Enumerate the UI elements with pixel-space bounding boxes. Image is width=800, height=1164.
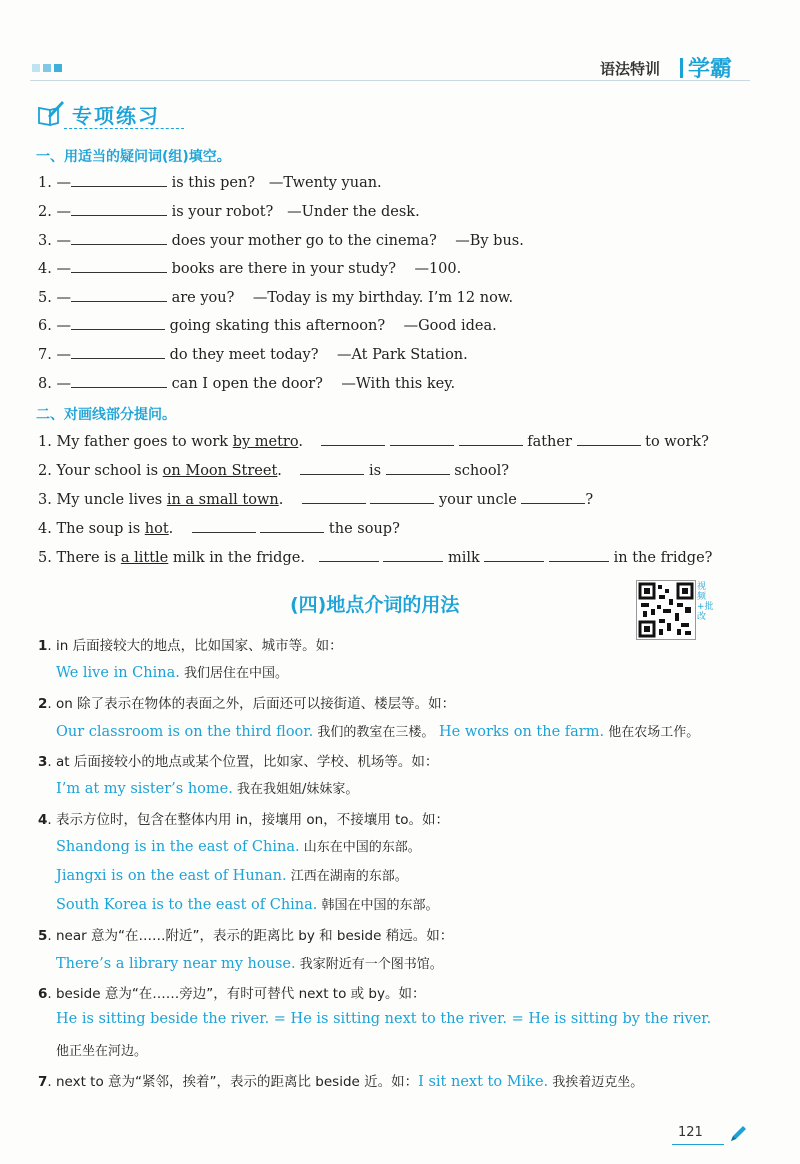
sentence-text: My father goes to work <box>56 434 229 450</box>
sentence-text: in the fridge? <box>613 550 713 566</box>
sentence-text: . <box>168 521 174 537</box>
section-title: 专项练习 <box>72 104 160 128</box>
sentence-text: is <box>368 463 382 479</box>
answer-blank[interactable] <box>71 375 167 388</box>
underlined-phrase: on Moon Street <box>162 463 278 479</box>
answer-text: —With this key. <box>341 376 456 392</box>
question-text: going skating this afternoon? <box>169 318 386 334</box>
rule-line <box>38 808 449 828</box>
rule-number: 6 <box>38 986 48 1002</box>
rule-number: 1 <box>38 638 48 654</box>
sentence-text: . <box>277 463 282 479</box>
answer-text: —Under the desk. <box>287 204 420 220</box>
rule-line <box>38 924 453 944</box>
question-text: books are there in your study? <box>171 261 397 277</box>
answer-blank[interactable] <box>192 520 256 533</box>
example-chinese: 江西在湖南的东部。 <box>286 869 408 884</box>
item-number: 2. <box>38 463 52 479</box>
answer-text: —By bus. <box>455 233 524 249</box>
example-line <box>56 836 421 855</box>
exercise-line <box>38 520 400 537</box>
example-english: He works on the farm. <box>434 724 605 740</box>
answer-blank[interactable] <box>383 549 443 562</box>
example-english: Our classroom is on the third floor. <box>56 724 314 740</box>
rule-line <box>38 982 426 1002</box>
example-line <box>56 1011 711 1027</box>
exercise-line <box>38 433 709 450</box>
header-decoration <box>32 64 62 72</box>
answer-text: —100. <box>414 261 462 277</box>
item-number: 2. — <box>38 204 71 220</box>
book-pen-icon <box>36 98 66 128</box>
header-title: 语法特训 <box>600 60 661 78</box>
answer-blank[interactable] <box>302 491 366 504</box>
example-line <box>56 953 443 972</box>
example-english: I’m at my sister’s home. <box>56 781 233 797</box>
chapter-title: (四)地点介词的用法 <box>290 594 460 616</box>
rule-text: . on 除了表示在物体的表面之外，后面还可以接街道、楼层等。如： <box>47 696 456 712</box>
item-number: 4. <box>38 521 52 537</box>
page-number-rule <box>672 1144 724 1145</box>
item-number: 7. — <box>38 347 71 363</box>
rule-number: 3 <box>38 754 48 770</box>
answer-blank[interactable] <box>71 346 165 359</box>
sentence-text: father <box>527 434 572 450</box>
rule-text: . 表示方位时，包含在整体内用 in，接壤用 on，不接壤用 to。如： <box>47 812 450 828</box>
item-number: 3. <box>38 492 52 508</box>
rule-text: . in 后面接较大的地点，比如国家、城市等。如： <box>47 638 343 654</box>
qr-code-icon[interactable] <box>636 580 696 640</box>
rule-number: 2 <box>38 696 48 712</box>
answer-blank[interactable] <box>370 491 434 504</box>
example-english: Jiangxi is on the east of Hunan. <box>56 868 287 884</box>
underlined-phrase: hot <box>144 521 169 537</box>
part1-heading: 一、用适当的疑问词(组)填空。 <box>36 149 231 165</box>
answer-blank[interactable] <box>390 433 454 446</box>
exercise-line <box>38 174 382 191</box>
header-square <box>54 64 62 72</box>
underlined-phrase: by metro <box>232 434 299 450</box>
sentence-text: The soup is <box>56 521 141 537</box>
example-line <box>56 1040 147 1059</box>
exercise-line <box>38 462 509 479</box>
exercise-line <box>38 232 524 249</box>
example-english: There’s a library near my house. <box>56 956 296 972</box>
item-number: 8. — <box>38 376 71 392</box>
example-english: Shandong is in the east of China. <box>56 839 300 855</box>
example-english: He is sitting beside the river. = He is sitting next to the river. = He is sitting by the river. <box>56 1011 712 1027</box>
rule-line <box>38 1070 643 1090</box>
question-text: is your robot? <box>171 204 274 220</box>
underlined-phrase: a little <box>120 550 169 566</box>
answer-blank[interactable] <box>71 174 167 187</box>
sentence-text: your uncle <box>438 492 517 508</box>
question-text: does your mother go to the cinema? <box>171 233 437 249</box>
exercise-line <box>38 491 593 508</box>
sentence-text: milk in the fridge. <box>172 550 305 566</box>
question-text: is this pen? <box>171 175 256 191</box>
example-english: We live in China. <box>56 665 180 681</box>
exercise-line <box>38 203 420 220</box>
answer-blank[interactable] <box>71 203 167 216</box>
rule-line <box>38 692 455 712</box>
item-number: 3. — <box>38 233 71 249</box>
sentence-text: My uncle lives <box>56 492 163 508</box>
brand-logo: 学霸 <box>688 57 733 82</box>
rule-text: . next to 意为“紧邻，挨着”，表示的距离比 beside 近。如： <box>47 1074 419 1090</box>
exercise-line <box>38 317 497 334</box>
answer-text: —Today is my birthday. I’m 12 now. <box>252 290 514 306</box>
rule-number: 5 <box>38 928 48 944</box>
sentence-text: milk <box>447 550 480 566</box>
sentence-text: school? <box>454 463 510 479</box>
underlined-phrase: in a small town <box>166 492 279 508</box>
example-chinese: 山东在中国的东部。 <box>299 840 421 855</box>
header-square <box>32 64 40 72</box>
sentence-text: Your school is <box>56 463 159 479</box>
section-underline <box>64 128 184 129</box>
item-number: 5. — <box>38 290 71 306</box>
example-line <box>56 778 358 797</box>
header-square <box>43 64 51 72</box>
rule-number: 7 <box>38 1074 48 1090</box>
exercise-line <box>38 375 455 392</box>
sentence-text: . <box>298 434 303 450</box>
question-text: can I open the door? <box>171 376 323 392</box>
sentence-text: ? <box>585 492 594 508</box>
example-chinese: 韩国在中国的东部。 <box>317 898 439 913</box>
item-number: 6. — <box>38 318 71 334</box>
exercise-line <box>38 346 468 363</box>
sentence-text: . <box>278 492 284 508</box>
example-english: I sit next to Mike. <box>418 1074 549 1090</box>
answer-blank[interactable] <box>459 433 523 446</box>
header-rule <box>30 80 750 81</box>
header-divider <box>680 58 683 78</box>
answer-blank[interactable] <box>260 520 324 533</box>
example-chinese: 我在我姐姐/妹妹家。 <box>232 782 359 797</box>
answer-blank[interactable] <box>321 433 385 446</box>
rule-text: . near 意为“在……附近”，表示的距离比 by 和 beside 稍远。如： <box>47 928 454 944</box>
example-line <box>56 894 439 913</box>
item-number: 5. <box>38 550 52 566</box>
answer-blank[interactable] <box>71 289 167 302</box>
part2-heading: 二、对画线部分提问。 <box>36 407 176 423</box>
answer-blank[interactable] <box>521 491 585 504</box>
rule-line <box>38 634 343 654</box>
item-number: 1. — <box>38 175 71 191</box>
rule-line <box>38 750 438 770</box>
answer-blank[interactable] <box>577 433 641 446</box>
sentence-text: to work? <box>645 434 709 450</box>
exercise-line <box>38 289 513 306</box>
rule-text: . beside 意为“在……旁边”，有时可替代 next to 或 by。如： <box>47 986 426 1002</box>
answer-blank[interactable] <box>71 232 167 245</box>
qr-label: 视频+批改 <box>697 582 714 622</box>
example-chinese: 我挨着迈克坐。 <box>548 1075 644 1090</box>
example-chinese: 我们的教室在三楼。 <box>313 725 435 740</box>
example-chinese: 我家附近有一个图书馆。 <box>295 957 443 972</box>
rule-number: 4 <box>38 812 48 828</box>
question-text: do they meet today? <box>169 347 319 363</box>
question-text: are you? <box>171 290 235 306</box>
example-line <box>56 721 699 740</box>
answer-text: —Twenty yuan. <box>268 175 382 191</box>
answer-text: —Good idea. <box>403 318 497 334</box>
example-chinese: 我们居住在中国。 <box>179 666 288 681</box>
example-chinese: 他在农场工作。 <box>604 725 700 740</box>
example-line <box>56 662 288 681</box>
rule-text: . at 后面接较小的地点或某个位置，比如家、学校、机场等。如： <box>47 754 439 770</box>
sentence-text: There is <box>56 550 117 566</box>
answer-blank[interactable] <box>300 462 364 475</box>
answer-blank[interactable] <box>319 549 379 562</box>
item-number: 1. <box>38 434 52 450</box>
exercise-line <box>38 260 461 277</box>
answer-blank[interactable] <box>71 260 167 273</box>
answer-blank[interactable] <box>484 549 544 562</box>
item-number: 4. — <box>38 261 71 277</box>
sentence-text: the soup? <box>328 521 400 537</box>
answer-text: —At Park Station. <box>336 347 468 363</box>
example-chinese: 他正坐在河边。 <box>56 1044 148 1059</box>
answer-blank[interactable] <box>386 462 450 475</box>
example-english: South Korea is to the east of China. <box>56 897 318 913</box>
answer-blank[interactable] <box>71 317 165 330</box>
pencil-icon <box>728 1124 748 1144</box>
example-line <box>56 865 408 884</box>
page-number: 121 <box>678 1125 703 1140</box>
exercise-line <box>38 549 712 566</box>
answer-blank[interactable] <box>549 549 609 562</box>
